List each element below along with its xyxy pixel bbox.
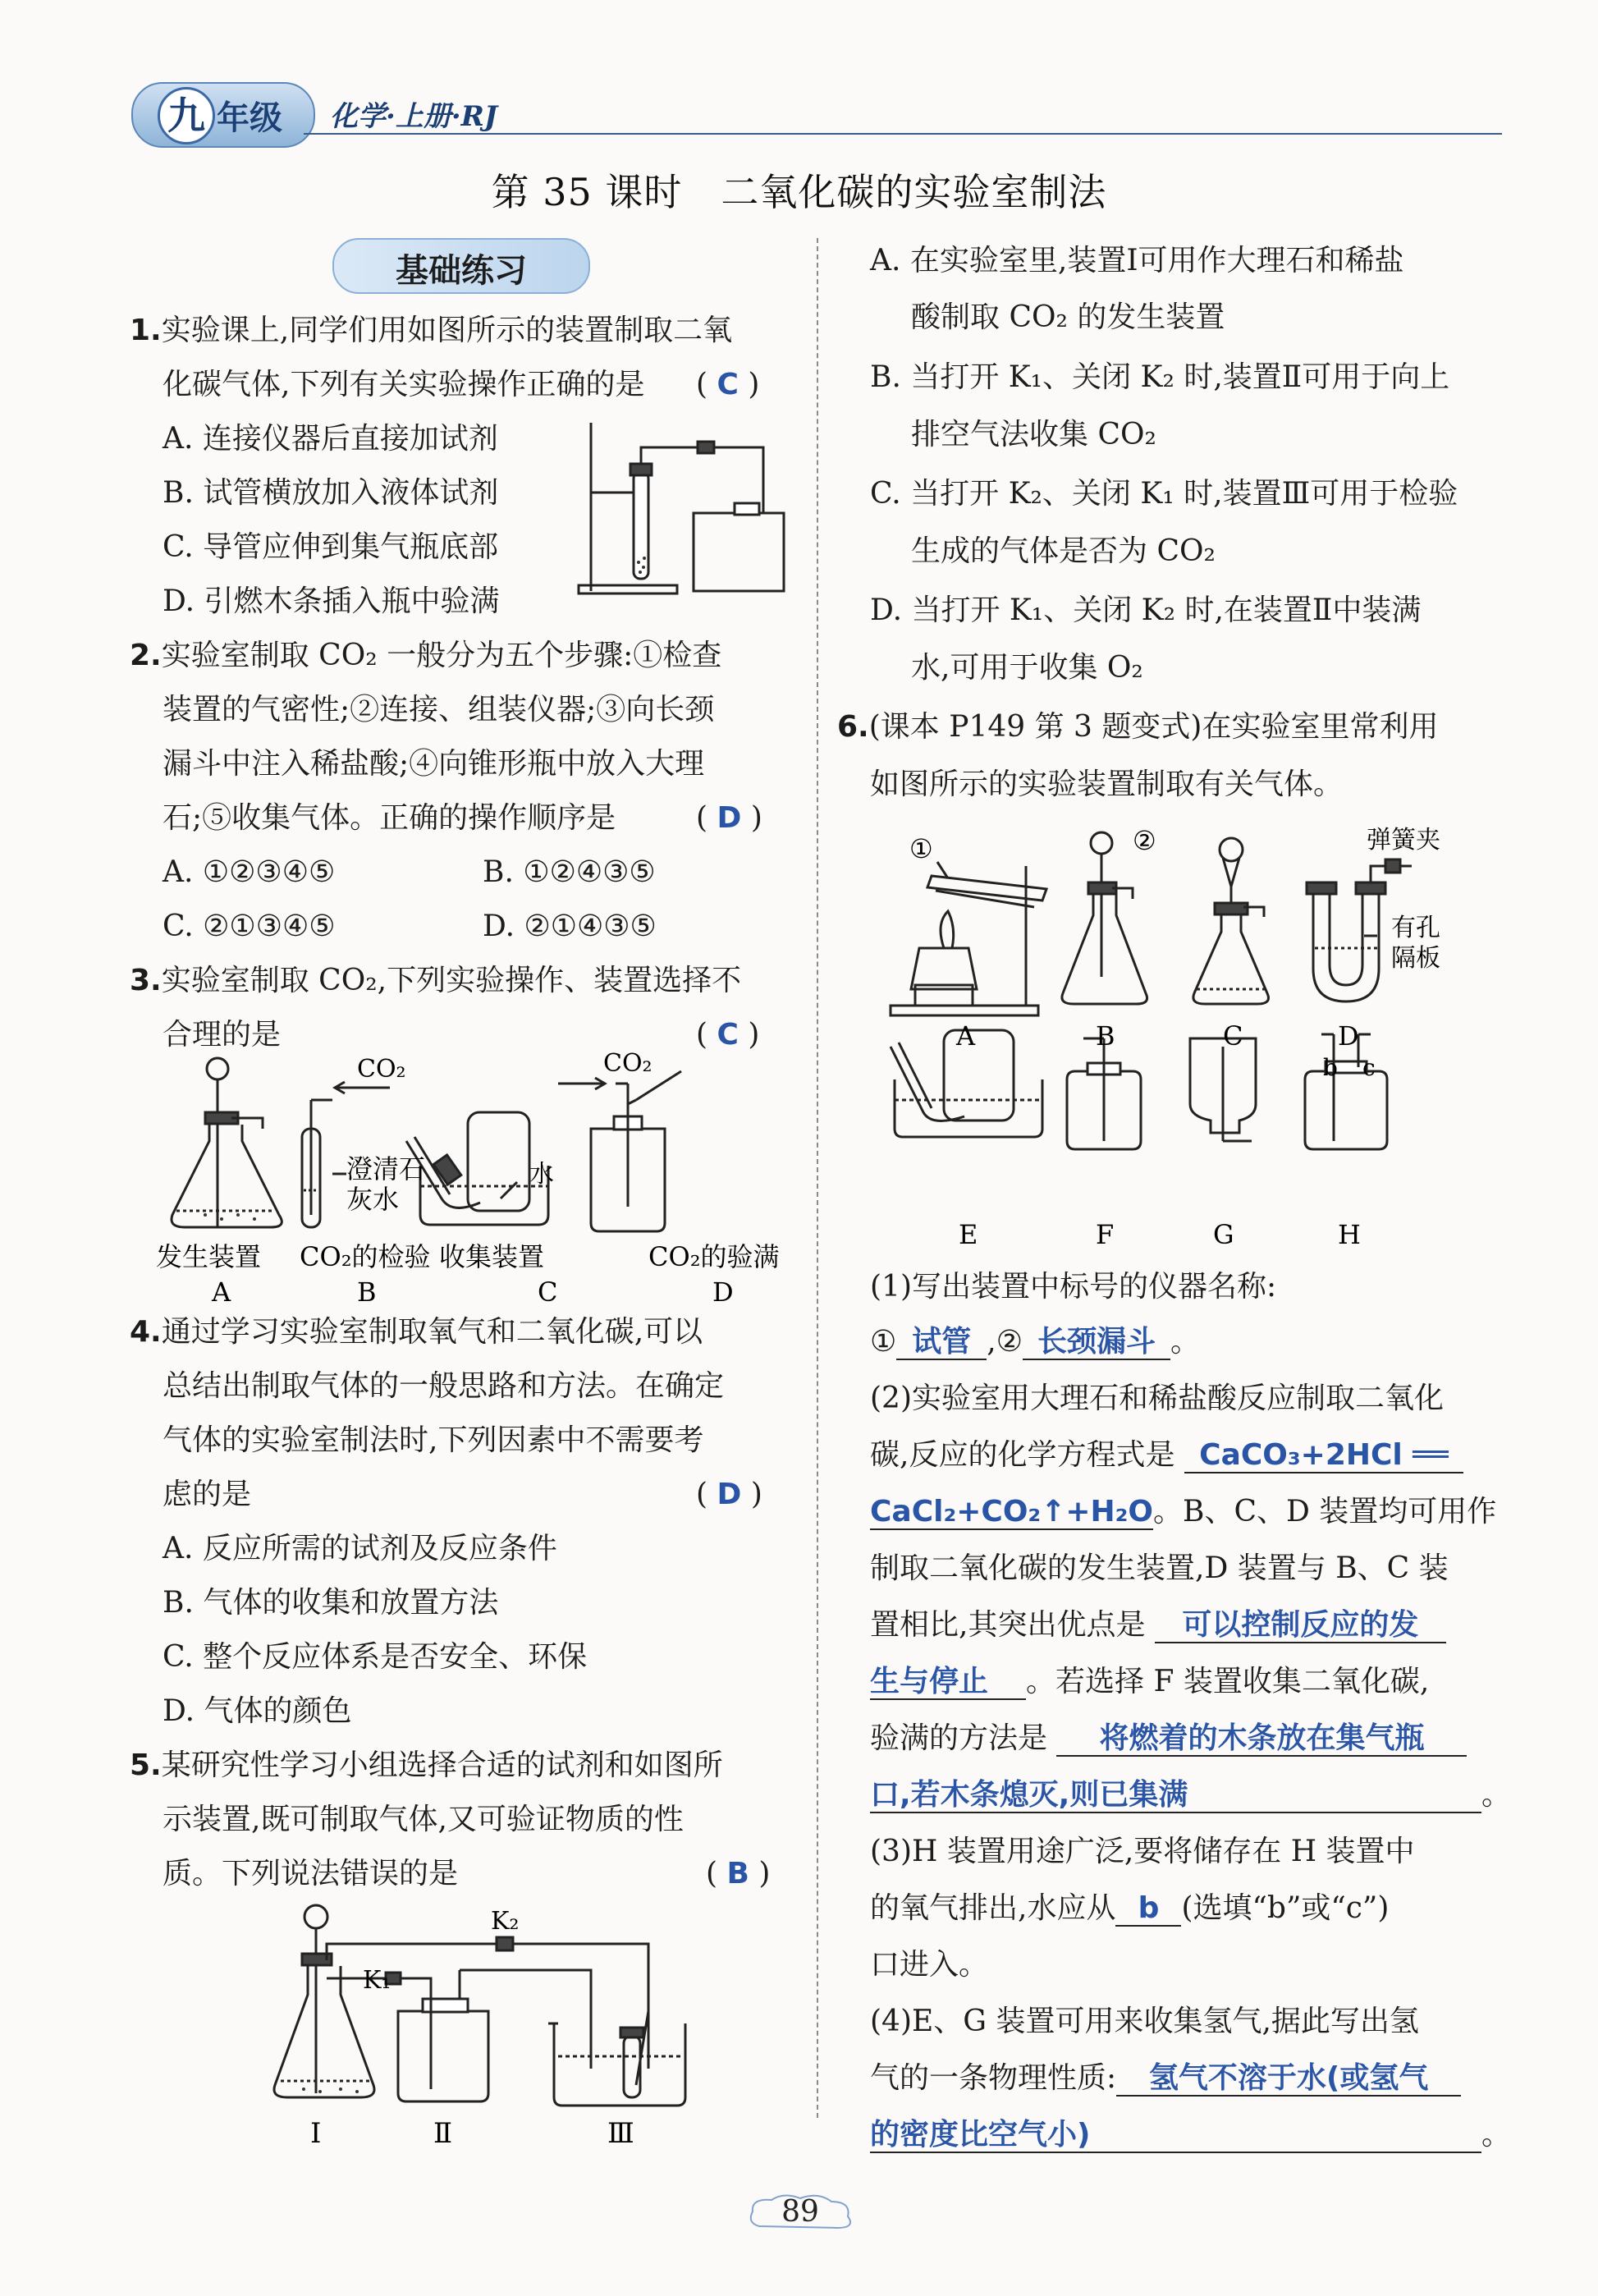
q3-figure	[156, 1051, 796, 1313]
q3-number: 3.	[130, 964, 162, 997]
q1-answer: C	[717, 368, 739, 401]
q6-spring-clip-label: 弹簧夹	[1367, 826, 1440, 855]
q6-label-1: ①	[909, 833, 933, 864]
q5-label-ii: Ⅱ	[433, 2117, 453, 2150]
q6-perforated-2: 隔板	[1391, 944, 1440, 973]
section-label: 基础练习	[396, 252, 527, 290]
grade-label: 年级	[217, 99, 282, 137]
q4-option-b: B. 气体的收集和放置方法	[163, 1586, 499, 1620]
q4-option-c: C. 整个反应体系是否安全、环保	[163, 1640, 588, 1674]
q4-answer: D	[717, 1478, 742, 1511]
q6-letter-b: B	[1096, 1020, 1115, 1052]
q6-p3-text-4: 口进入。	[870, 1948, 989, 1982]
q6-p1-answer-1: 试管	[896, 1326, 987, 1360]
q1-stem-1: 实验课上,同学们用如图所示的装置制取二氧	[161, 314, 733, 347]
q1-option-c: C. 导管应伸到集气瓶底部	[163, 530, 499, 564]
q5-stem-1: 某研究性学习小组选择合适的试剂和如图所	[161, 1748, 723, 1782]
q6-letter-c: C	[1223, 1020, 1243, 1052]
q6-p2-line-7	[870, 1722, 1467, 1757]
q6-p2-line-5	[870, 1609, 1446, 1643]
q6-p1-separator: ,②	[987, 1325, 1023, 1359]
q4-option-a: A. 反应所需的试剂及反应条件	[163, 1532, 557, 1565]
q6-port-b: b	[1323, 1054, 1338, 1081]
q4-number: 4.	[130, 1315, 162, 1349]
q6-perforated-1: 有孔	[1391, 914, 1440, 942]
q6-p4-answer-2: 的密度比空气小)	[870, 2119, 1481, 2153]
q4-stem-3: 气体的实验室制法时,下列因素中不需要考	[163, 1423, 704, 1457]
q6-p2-text-4: 制取二氧化碳的发生装置,D 装置与 B、C 装	[870, 1551, 1449, 1585]
q4-stem-4: 虑的是	[163, 1478, 252, 1511]
q5-line-1	[130, 1749, 723, 1782]
q1-option-d: D. 引燃木条插入瓶中验满	[163, 584, 500, 618]
q3-limewater-2: 灰水	[346, 1184, 400, 1215]
q6-port-c: c	[1362, 1054, 1376, 1081]
q6-number: 6.	[837, 710, 869, 744]
q6-p3-text-2: 的氧气排出,水应从	[870, 1891, 1116, 1925]
q3-caption-a: 发生装置	[156, 1241, 262, 1272]
q3-co2-arrow-d: CO₂	[603, 1051, 652, 1078]
q6-letter-a: A	[956, 1020, 976, 1052]
q3-caption-d: CO₂的验满	[648, 1241, 780, 1272]
header-rule	[304, 133, 1502, 135]
grade-char: 九	[158, 87, 215, 144]
q6-p2-line-6	[870, 1666, 1429, 1700]
q6-p1-answer-2: 长颈漏斗	[1023, 1326, 1170, 1360]
q6-p2-full-check-2: 口,若木条熄灭,则已集满	[870, 1779, 1481, 1813]
q3-line-1	[130, 965, 741, 997]
q3-co2-arrow-b: CO₂	[357, 1055, 406, 1084]
q5-option-d-2: 水,可用于收集 O₂	[911, 651, 1143, 685]
q6-p1-answers	[870, 1326, 1200, 1360]
q3-letter-a: A	[212, 1276, 231, 1308]
q6-figure	[886, 825, 1510, 1268]
q3-answer: C	[717, 1018, 739, 1052]
q3-caption-b: CO₂的检验	[300, 1241, 431, 1272]
q5-option-c-2: 生成的气体是否为 CO₂	[911, 534, 1216, 568]
q2-option-c: C. ②①③④⑤	[163, 910, 336, 943]
q2-stem-3: 漏斗中注入稀盐酸;④向锥形瓶中放入大理	[163, 747, 705, 781]
q2-option-a: A. ①②③④⑤	[163, 855, 336, 889]
q6-p2-equation-2: CaCl₂+CO₂↑+H₂O	[870, 1495, 1154, 1528]
q3-water-label: 水	[529, 1160, 554, 1189]
q5-option-a-1: A. 在实验室里,装置Ⅰ可用作大理石和稀盐	[870, 244, 1404, 277]
section-badge	[332, 238, 590, 294]
q6-p2-advantage-2: 生与停止	[870, 1666, 1026, 1700]
q4-option-d: D. 气体的颜色	[163, 1694, 352, 1728]
q6-p4-text-1: (4)E、G 装置可用来收集氢气,据此写出氢	[870, 2005, 1419, 2038]
page-header	[115, 82, 1502, 148]
q6-letter-h: H	[1338, 1219, 1361, 1250]
q6-stem-2: 如图所示的实验装置制取有关气体。	[870, 768, 1344, 801]
grade-badge	[131, 82, 315, 148]
q6-letter-g: G	[1213, 1219, 1234, 1250]
q2-stem-4: 石;⑤收集气体。正确的操作顺序是	[163, 801, 616, 835]
q2-answer: D	[717, 801, 742, 835]
q6-p3-text-1: (3)H 装置用途广泛,要将储存在 H 装置中	[870, 1835, 1415, 1868]
q6-p2-text-6: 。若选择 F 装置收集二氧化碳,	[1026, 1665, 1430, 1698]
q6-letter-f: F	[1096, 1219, 1115, 1250]
q5-option-a-2: 酸制取 CO₂ 的发生装置	[911, 300, 1225, 334]
q5-option-b-2: 排空气法收集 CO₂	[911, 418, 1156, 451]
q5-k1-label: K₁	[363, 1966, 391, 1995]
q3-answer-box: ( C )	[696, 1018, 760, 1052]
q5-number: 5.	[130, 1748, 162, 1782]
page-number-badge	[743, 2190, 858, 2236]
q3-letter-b: B	[357, 1276, 377, 1308]
q1-option-a: A. 连接仪器后直接加试剂	[163, 422, 498, 456]
q5-figure	[263, 1896, 722, 2167]
q6-p4-text-2: 气的一条物理性质:	[870, 2061, 1117, 2095]
q5-stem-3: 质。下列说法错误的是	[163, 1857, 459, 1890]
q1-answer-box: ( C )	[696, 368, 760, 401]
q6-p4-line-2	[870, 2062, 1461, 2097]
q6-p4-end: 。	[1481, 2118, 1512, 2152]
q3-stem-2: 合理的是	[163, 1018, 282, 1052]
q1-number: 1.	[130, 314, 162, 347]
q4-stem-1: 通过学习实验室制取氧气和二氧化碳,可以	[161, 1315, 703, 1349]
q6-p2-text-3: 。B、C、D 装置均可用作	[1153, 1495, 1497, 1528]
q5-k2-label: K₂	[491, 1907, 520, 1936]
q6-letter-d: D	[1338, 1020, 1359, 1052]
q5-answer-box: ( B )	[706, 1857, 771, 1890]
q6-p3-line-2	[870, 1892, 1389, 1927]
q6-p2-line-2	[870, 1439, 1463, 1473]
q1-line-1	[130, 314, 732, 347]
lesson-title: 第 35 课时 二氧化碳的实验室制法	[491, 170, 1107, 214]
q5-label-iii: Ⅲ	[607, 2117, 634, 2150]
q1-stem-2: 化碳气体,下列有关实验操作正确的是	[163, 368, 645, 401]
q1-option-b: B. 试管横放加入液体试剂	[163, 476, 499, 510]
q2-answer-box: ( D )	[696, 801, 762, 835]
q6-p2-text-5: 置相比,其突出优点是	[870, 1608, 1146, 1642]
q4-line-1	[130, 1316, 703, 1349]
column-divider	[817, 238, 818, 2118]
book-info: 化学·上册·RJ	[330, 100, 498, 133]
q5-option-d-1: D. 当打开 K₁、关闭 K₂ 时,在装置Ⅱ中装满	[870, 593, 1422, 627]
q2-stem-2: 装置的气密性;②连接、组装仪器;③向长颈	[163, 693, 715, 726]
q6-p3-answer: b	[1115, 1892, 1181, 1927]
q2-option-d: D. ②①④③⑤	[483, 910, 657, 943]
q5-stem-2: 示装置,既可制取气体,又可验证物质的性	[163, 1803, 684, 1836]
q6-p3-text-3: (选填“b”或“c”)	[1181, 1891, 1390, 1925]
q6-p2-full-check-1: 将燃着的木条放在集气瓶	[1056, 1722, 1467, 1757]
q6-stem-1: (课本 P149 第 3 题变式)在实验室里常利用	[868, 710, 1439, 744]
q2-line-1	[130, 639, 721, 672]
q6-p2-text-7: 验满的方法是	[870, 1721, 1048, 1755]
q6-p1-label-1: ①	[870, 1325, 897, 1359]
q4-stem-2: 总结出制取气体的一般思路和方法。在确定	[163, 1369, 725, 1403]
q5-answer: B	[726, 1857, 749, 1890]
q6-p2-text-1: (2)实验室用大理石和稀盐酸反应制取二氧化	[870, 1382, 1444, 1415]
q6-p2-equation-1: CaCO₃+2HCl ══	[1184, 1439, 1463, 1473]
page-number: 89	[781, 2195, 819, 2229]
q6-p2-text-2: 碳,反应的化学方程式是	[870, 1438, 1175, 1472]
q3-limewater-1: 澄清石	[346, 1153, 426, 1185]
q6-p4-line-3	[870, 2119, 1511, 2153]
q2-number: 2.	[130, 639, 162, 672]
q5-label-i: Ⅰ	[310, 2117, 322, 2150]
q6-line-1	[837, 711, 1438, 744]
q3-caption-c: 收集装置	[439, 1241, 545, 1272]
q6-p4-answer-1: 氢气不溶于水(或氢气	[1116, 2062, 1461, 2097]
q6-p1-text: (1)写出装置中标号的仪器名称:	[870, 1270, 1277, 1304]
q2-stem-1: 实验室制取 CO₂ 一般分为五个步骤:①检查	[161, 639, 722, 672]
q6-p2-end: 。	[1481, 1778, 1512, 1812]
q6-letter-e: E	[959, 1219, 978, 1250]
q3-stem-1: 实验室制取 CO₂,下列实验操作、装置选择不	[161, 964, 742, 997]
q6-p1-end: 。	[1170, 1325, 1201, 1359]
q4-answer-box: ( D )	[696, 1478, 762, 1511]
q3-letter-d: D	[712, 1276, 734, 1308]
q6-p2-advantage-1: 可以控制反应的发	[1155, 1609, 1446, 1643]
q1-apparatus-figure	[575, 415, 796, 603]
q3-letter-c: C	[538, 1276, 558, 1308]
q6-label-2: ②	[1133, 825, 1156, 856]
q6-p2-line-8	[870, 1779, 1511, 1813]
q5-option-c-1: C. 当打开 K₂、关闭 K₁ 时,装置Ⅲ可用于检验	[870, 477, 1458, 511]
q5-option-b-1: B. 当打开 K₁、关闭 K₂ 时,装置Ⅱ可用于向上	[870, 360, 1450, 394]
q6-p2-line-3	[870, 1496, 1496, 1530]
q2-option-b: B. ①②④③⑤	[483, 855, 656, 889]
